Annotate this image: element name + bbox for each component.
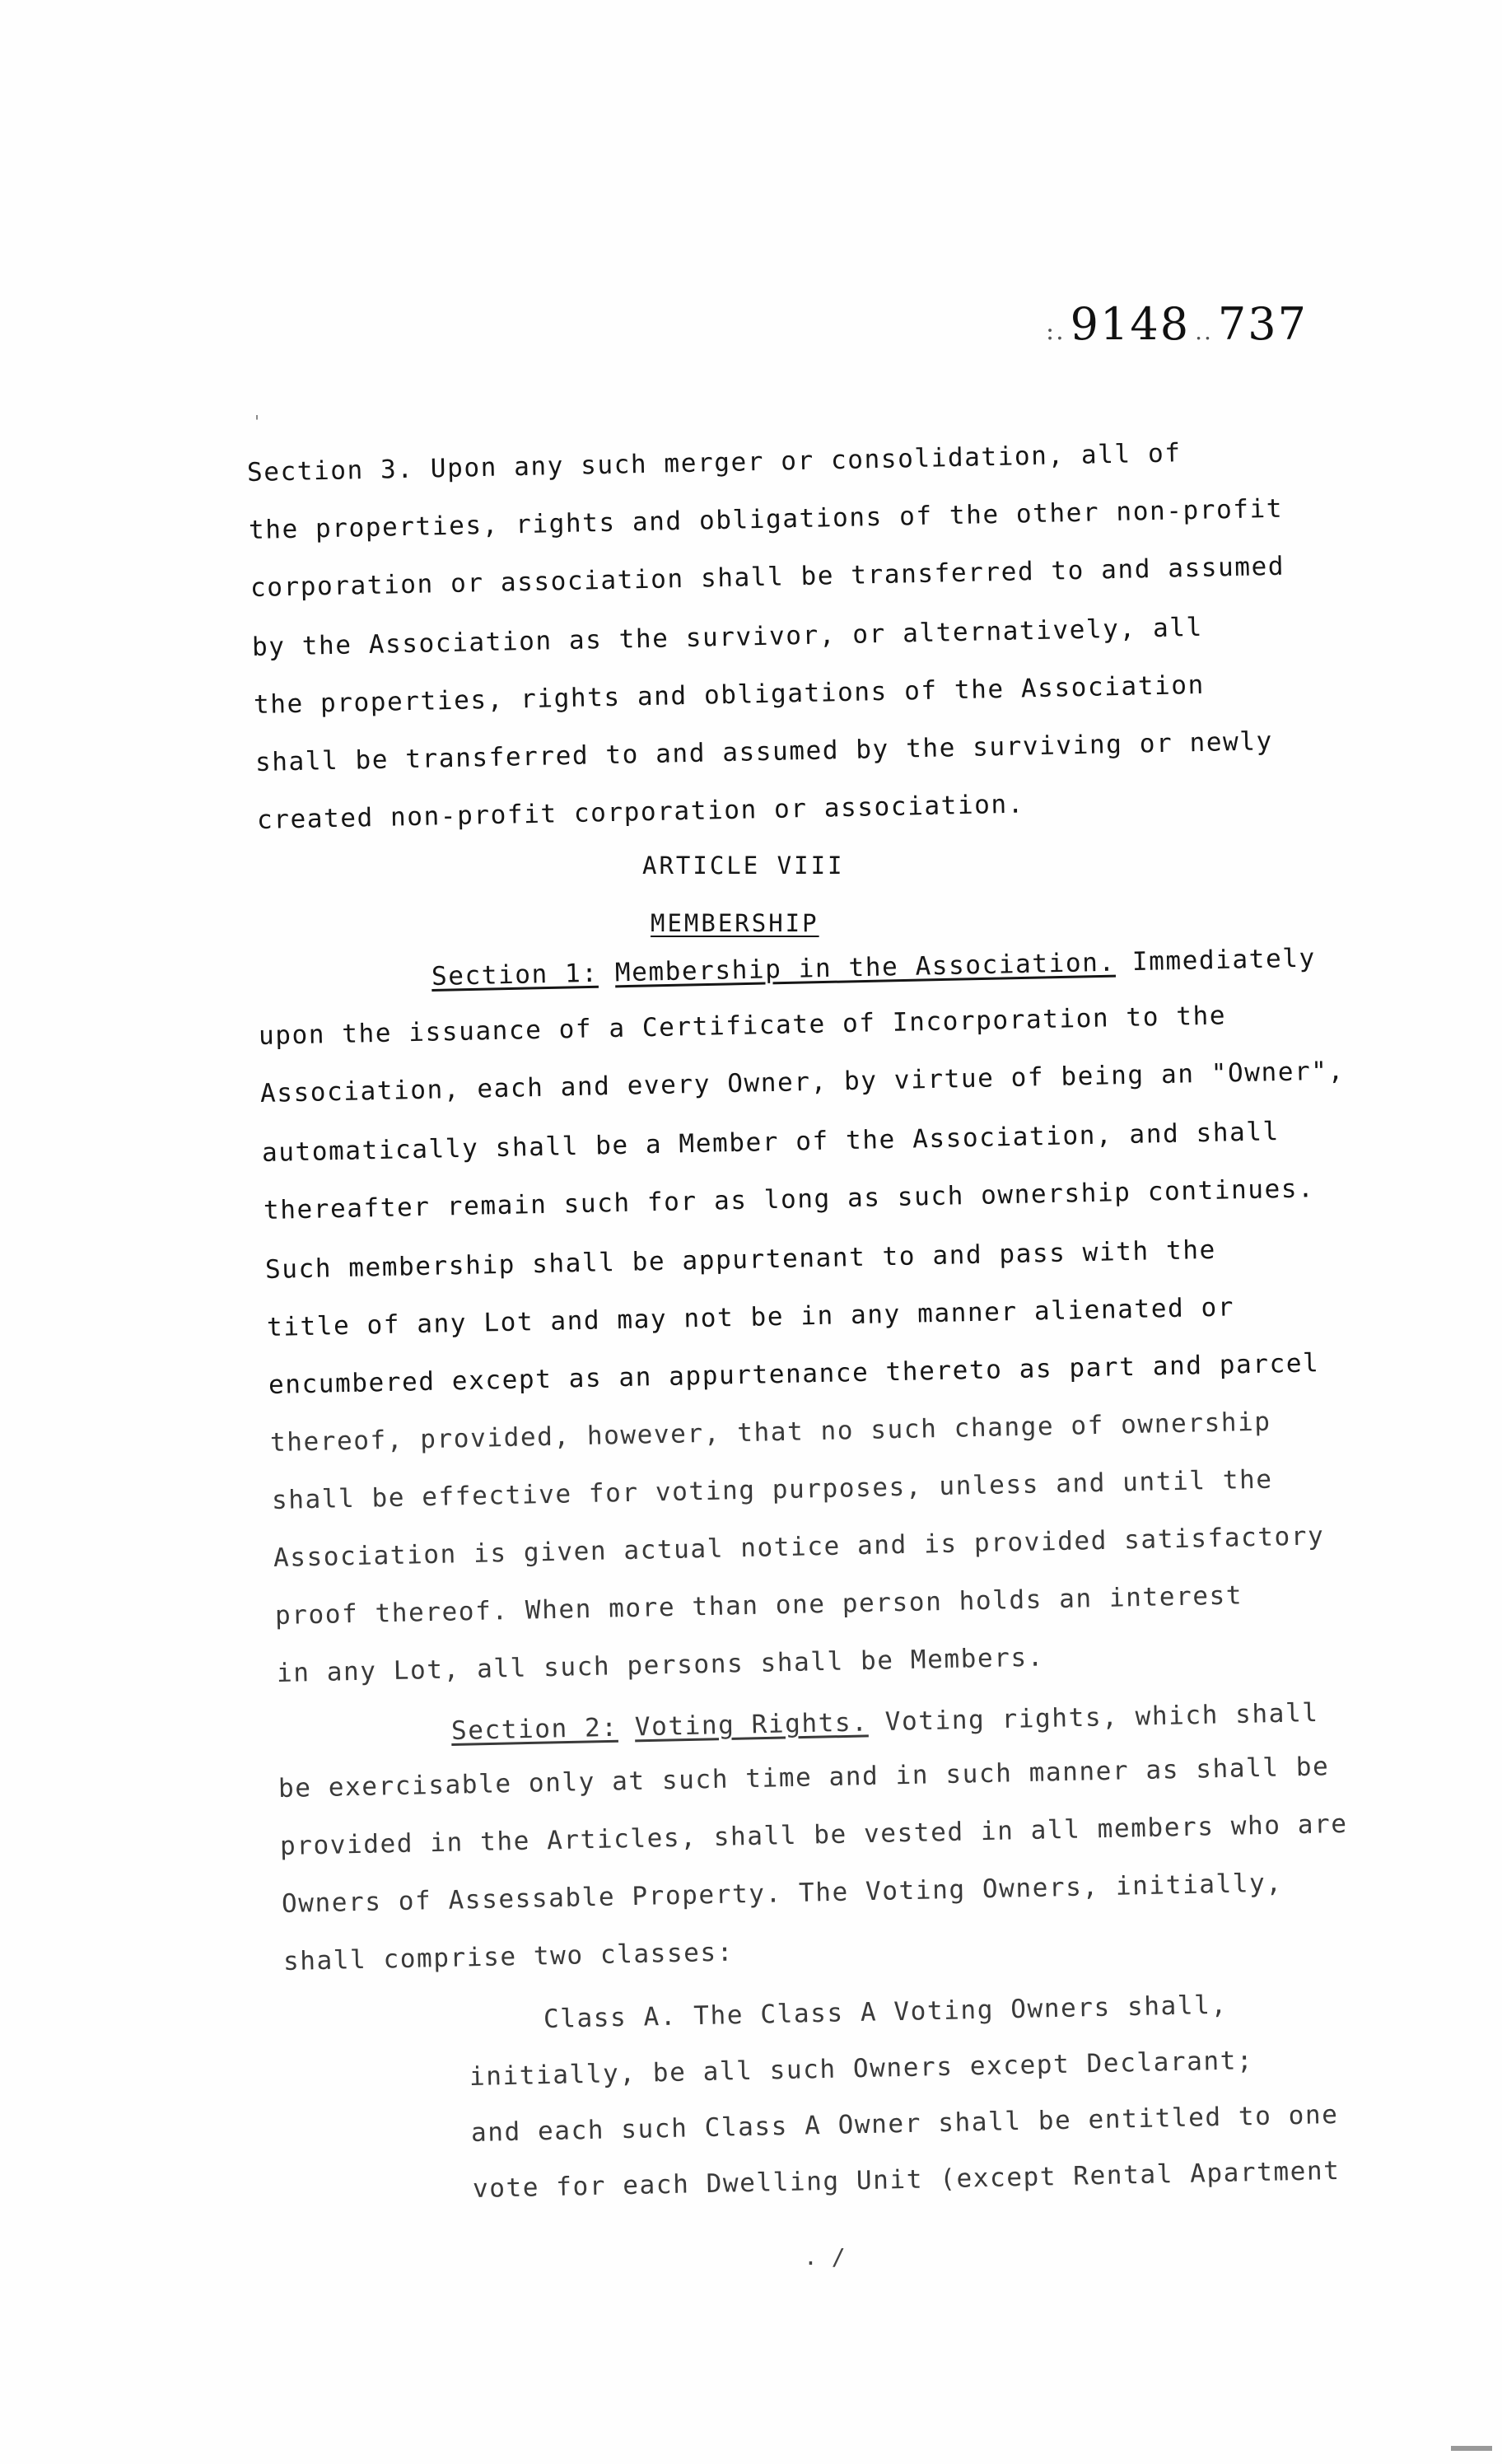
section1-line: encumbered except as an appurtenance thereto as part and parcel <box>268 1348 1320 1400</box>
book-page-reference <box>1046 298 1308 350</box>
section3-line: the properties, rights and obligations of the Association <box>253 670 1206 720</box>
section1-line: shall be effective for voting purposes, unless and until the <box>271 1464 1273 1515</box>
section3-line: shall be transferred to and assumed by the surviving or newly <box>254 726 1274 777</box>
page-number: 737 <box>1217 298 1308 350</box>
book-number: 9148 <box>1070 298 1191 350</box>
section2-line: shall comprise two classes: <box>282 1937 735 1976</box>
section1-line: in any Lot, all such persons shall be Members. <box>276 1642 1045 1688</box>
section1-line: automatically shall be a Member of the Association, and shall <box>261 1117 1280 1168</box>
class-a-line: and each such Class A Owner shall be entitled to one <box>470 2099 1339 2148</box>
section2-first-line <box>451 1698 1319 1746</box>
scan-edge-mark <box>1451 2446 1492 2451</box>
section3-line: by the Association as the survivor, or alternatively, all <box>251 612 1204 662</box>
section2-heading: Voting Rights. <box>634 1707 869 1743</box>
section1-line: thereafter remain such for as long as such ownership continues. <box>263 1174 1315 1225</box>
section1-line: thereof, provided, however, that no such change of ownership <box>269 1407 1271 1458</box>
section2-line: provided in the Articles, shall be vested in all members who are <box>279 1808 1348 1861</box>
article-subtitle: MEMBERSHIP <box>651 909 819 937</box>
section1-first-line-rest: Immediately <box>1131 943 1317 978</box>
section2-first-line-rest: Voting rights, which shall <box>884 1697 1319 1737</box>
section1-line: proof thereof. When more than one person holds an interest <box>274 1580 1243 1631</box>
section3-line: created non-profit corporation or association. <box>256 789 1025 835</box>
section1-label: Section 1: <box>431 958 599 992</box>
section2-label: Section 2: <box>450 1712 618 1746</box>
section2-line: Owners of Assessable Property. The Voting Owners, initially, <box>281 1868 1283 1919</box>
section1-line: title of any Lot and may not be in any manner alienated or <box>266 1292 1235 1342</box>
page-prefix: .. <box>1195 318 1213 345</box>
section3-line: the properties, rights and obligations of the other non-profit <box>248 493 1284 545</box>
section1-line: Association is given actual notice and is provided satisfactory <box>273 1521 1325 1573</box>
section2-line: be exercisable only at such time and in such manner as shall be <box>278 1752 1330 1804</box>
section1-first-line <box>431 944 1317 992</box>
section1-line: upon the issuance of a Certificate of Incorporation to the <box>258 1001 1227 1051</box>
stray-mark: ' <box>252 412 263 432</box>
book-prefix: :. <box>1046 317 1066 346</box>
class-a-line: vote for each Dwelling Unit (except Rental Apartment <box>472 2155 1341 2204</box>
section1-line: Such membership shall be appurtenant to and pass with the <box>264 1234 1217 1285</box>
section1-line: Association, each and every Owner, by virtue of being an "Owner", <box>259 1056 1346 1108</box>
class-a-line: initially, be all such Owners except Declarant; <box>469 2046 1254 2092</box>
page-footer-mark: . / <box>804 2243 846 2270</box>
article-title: ARTICLE VIII <box>642 852 845 880</box>
section3-line: Section 3. Upon any such merger or consolidation, all of <box>246 438 1182 488</box>
class-a-line: Class A. The Class A Voting Owners shall, <box>543 1990 1229 2034</box>
section1-heading: Membership in the Association. <box>614 947 1117 988</box>
section3-line: corporation or association shall be transferred to and assumed <box>250 551 1285 603</box>
